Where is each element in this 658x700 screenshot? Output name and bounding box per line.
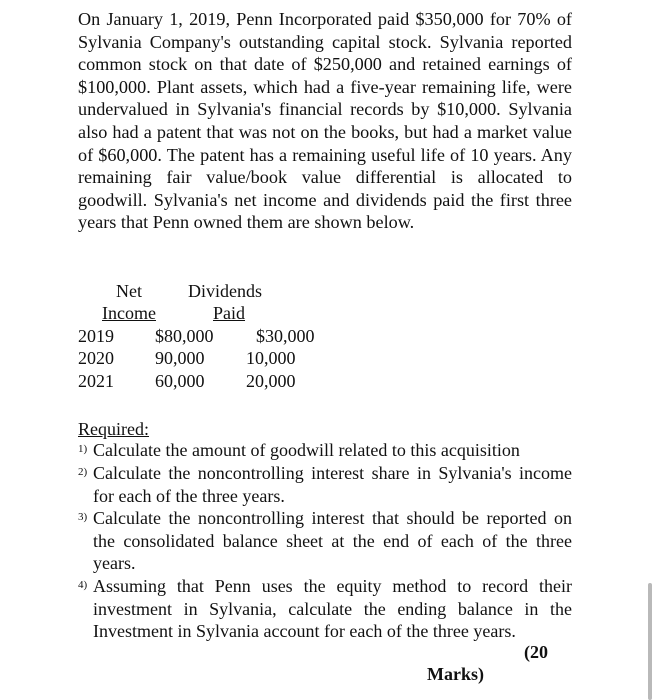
item-number: 4)	[78, 579, 88, 591]
item-number: 1)	[78, 443, 88, 455]
row-2021-dividends: 20,000	[246, 371, 296, 391]
required-item-2	[78, 462, 572, 507]
row-2020-year: 2020	[78, 348, 114, 368]
row-2021-income: 60,000	[155, 371, 205, 391]
header-income: Income	[102, 303, 156, 323]
required-item-4	[78, 575, 572, 643]
row-2019-year: 2019	[78, 326, 114, 346]
required-heading: Required:	[78, 419, 149, 439]
vertical-scrollbar[interactable]	[648, 583, 652, 700]
row-2020-income: 90,000	[155, 348, 205, 368]
required-item-3	[78, 507, 572, 575]
item-text: Calculate the noncontrolling interest that should be reported on the consolidated balance sheet at the end of each of the three years.	[93, 508, 572, 573]
item-number: 3)	[78, 511, 88, 523]
required-item-1	[78, 439, 572, 462]
row-2019-dividends: $30,000	[256, 326, 315, 346]
marks-label-open: (20	[524, 642, 548, 662]
item-text: Assuming that Penn uses the equity method to record their investment in Sylvania, calculate the ending balance in the Investment in Sylvania account for each of the three years.	[93, 576, 572, 641]
item-text: Calculate the amount of goodwill related to this acquisition	[93, 440, 520, 460]
header-dividends: Dividends	[188, 281, 262, 301]
problem-paragraph: On January 1, 2019, Penn Incorporated paid $350,000 for 70% of Sylvania Company's outstanding capital stock. Sylvania reported common stock on that date of $250,000 and retained earnings of $100,000. Plant assets, which had a five-year remaining life, were undervalued in Sylvania's financial records by $10,000. Sylvania also had a patent that was not on the books, but had a market value of $60,000. The patent has a remaining useful life of 10 years. Any remaining fair value/book value differential is allocated to goodwill. Sylvania's net income and dividends paid the first three years that Penn owned them are shown below.	[78, 9, 572, 233]
header-net: Net	[116, 281, 142, 301]
item-text: Calculate the noncontrolling interest share in Sylvania's income for each of the three years.	[93, 463, 572, 506]
row-2020-dividends: 10,000	[246, 348, 296, 368]
header-paid: Paid	[213, 303, 246, 323]
row-2019-income: $80,000	[155, 326, 214, 346]
marks-label-close: Marks)	[427, 664, 484, 684]
item-number: 2)	[78, 466, 88, 478]
row-2021-year: 2021	[78, 371, 114, 391]
